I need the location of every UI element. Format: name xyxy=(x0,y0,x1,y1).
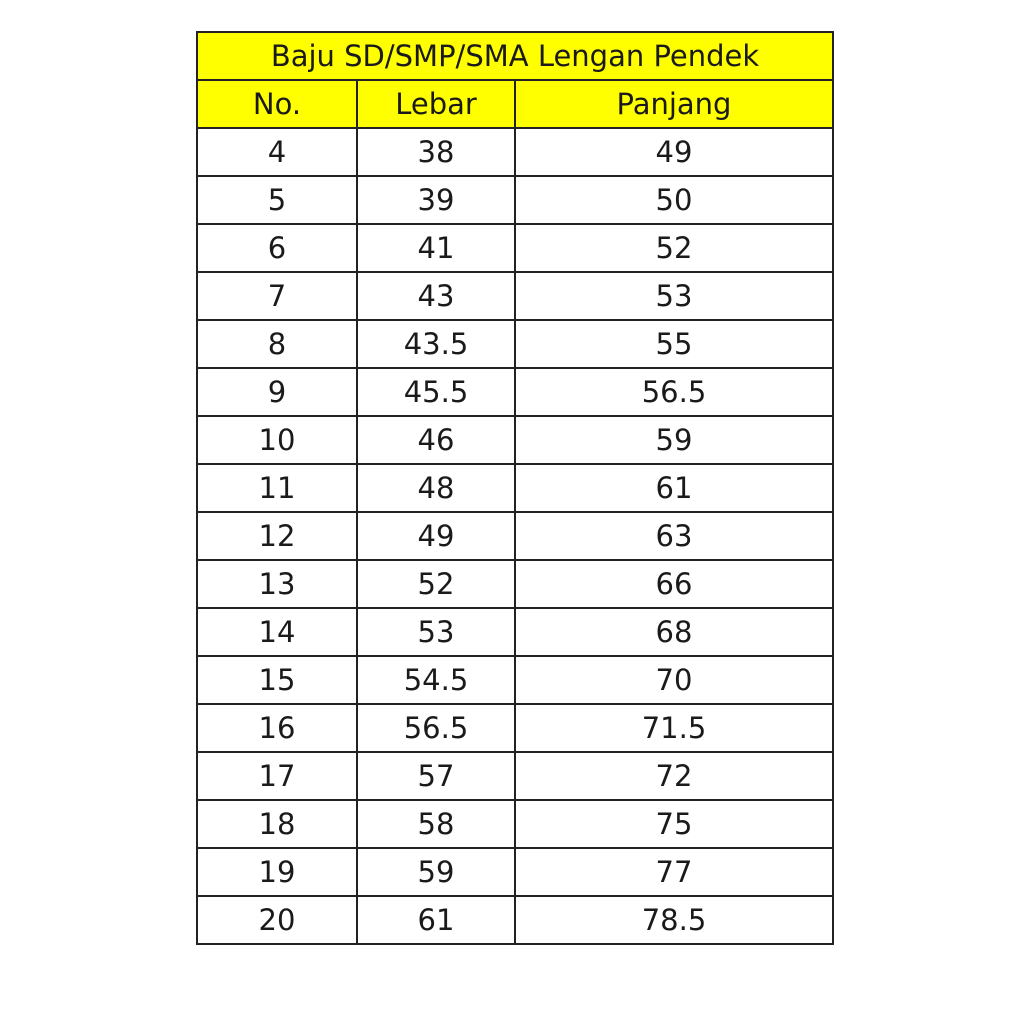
cell-panjang: 66 xyxy=(515,560,833,608)
cell-no: 16 xyxy=(197,704,357,752)
cell-no: 17 xyxy=(197,752,357,800)
table-title: Baju SD/SMP/SMA Lengan Pendek xyxy=(197,32,833,80)
cell-lebar: 56.5 xyxy=(357,704,515,752)
cell-panjang: 55 xyxy=(515,320,833,368)
header-panjang: Panjang xyxy=(515,80,833,128)
table-row xyxy=(197,224,833,272)
cell-no: 10 xyxy=(197,416,357,464)
size-chart-table xyxy=(196,31,834,945)
cell-no: 18 xyxy=(197,800,357,848)
cell-panjang: 49 xyxy=(515,128,833,176)
table-row xyxy=(197,416,833,464)
cell-lebar: 54.5 xyxy=(357,656,515,704)
table-row xyxy=(197,800,833,848)
cell-no: 14 xyxy=(197,608,357,656)
header-no: No. xyxy=(197,80,357,128)
cell-no: 13 xyxy=(197,560,357,608)
cell-lebar: 52 xyxy=(357,560,515,608)
table-row xyxy=(197,608,833,656)
cell-lebar: 53 xyxy=(357,608,515,656)
table-row xyxy=(197,464,833,512)
table-row xyxy=(197,272,833,320)
cell-panjang: 61 xyxy=(515,464,833,512)
cell-panjang: 72 xyxy=(515,752,833,800)
table-body xyxy=(197,128,833,944)
cell-no: 11 xyxy=(197,464,357,512)
cell-panjang: 71.5 xyxy=(515,704,833,752)
table-row xyxy=(197,752,833,800)
cell-panjang: 59 xyxy=(515,416,833,464)
cell-lebar: 46 xyxy=(357,416,515,464)
table-row xyxy=(197,512,833,560)
table-row xyxy=(197,656,833,704)
cell-lebar: 43 xyxy=(357,272,515,320)
cell-panjang: 68 xyxy=(515,608,833,656)
cell-lebar: 59 xyxy=(357,848,515,896)
cell-lebar: 39 xyxy=(357,176,515,224)
cell-panjang: 52 xyxy=(515,224,833,272)
cell-lebar: 57 xyxy=(357,752,515,800)
table-row xyxy=(197,176,833,224)
table-row xyxy=(197,560,833,608)
table-row xyxy=(197,128,833,176)
cell-no: 9 xyxy=(197,368,357,416)
cell-panjang: 77 xyxy=(515,848,833,896)
table-row xyxy=(197,320,833,368)
cell-no: 6 xyxy=(197,224,357,272)
cell-panjang: 53 xyxy=(515,272,833,320)
cell-no: 5 xyxy=(197,176,357,224)
cell-panjang: 56.5 xyxy=(515,368,833,416)
table-row xyxy=(197,368,833,416)
cell-no: 19 xyxy=(197,848,357,896)
cell-panjang: 75 xyxy=(515,800,833,848)
cell-no: 20 xyxy=(197,896,357,944)
cell-no: 4 xyxy=(197,128,357,176)
table-row xyxy=(197,704,833,752)
table-row xyxy=(197,896,833,944)
header-row xyxy=(197,80,833,128)
cell-lebar: 38 xyxy=(357,128,515,176)
cell-panjang: 78.5 xyxy=(515,896,833,944)
cell-lebar: 43.5 xyxy=(357,320,515,368)
cell-lebar: 48 xyxy=(357,464,515,512)
title-row xyxy=(197,32,833,80)
cell-lebar: 58 xyxy=(357,800,515,848)
cell-lebar: 61 xyxy=(357,896,515,944)
cell-panjang: 70 xyxy=(515,656,833,704)
cell-panjang: 50 xyxy=(515,176,833,224)
header-lebar: Lebar xyxy=(357,80,515,128)
cell-no: 8 xyxy=(197,320,357,368)
cell-no: 15 xyxy=(197,656,357,704)
cell-no: 7 xyxy=(197,272,357,320)
table-row xyxy=(197,848,833,896)
cell-panjang: 63 xyxy=(515,512,833,560)
cell-no: 12 xyxy=(197,512,357,560)
cell-lebar: 41 xyxy=(357,224,515,272)
cell-lebar: 45.5 xyxy=(357,368,515,416)
cell-lebar: 49 xyxy=(357,512,515,560)
